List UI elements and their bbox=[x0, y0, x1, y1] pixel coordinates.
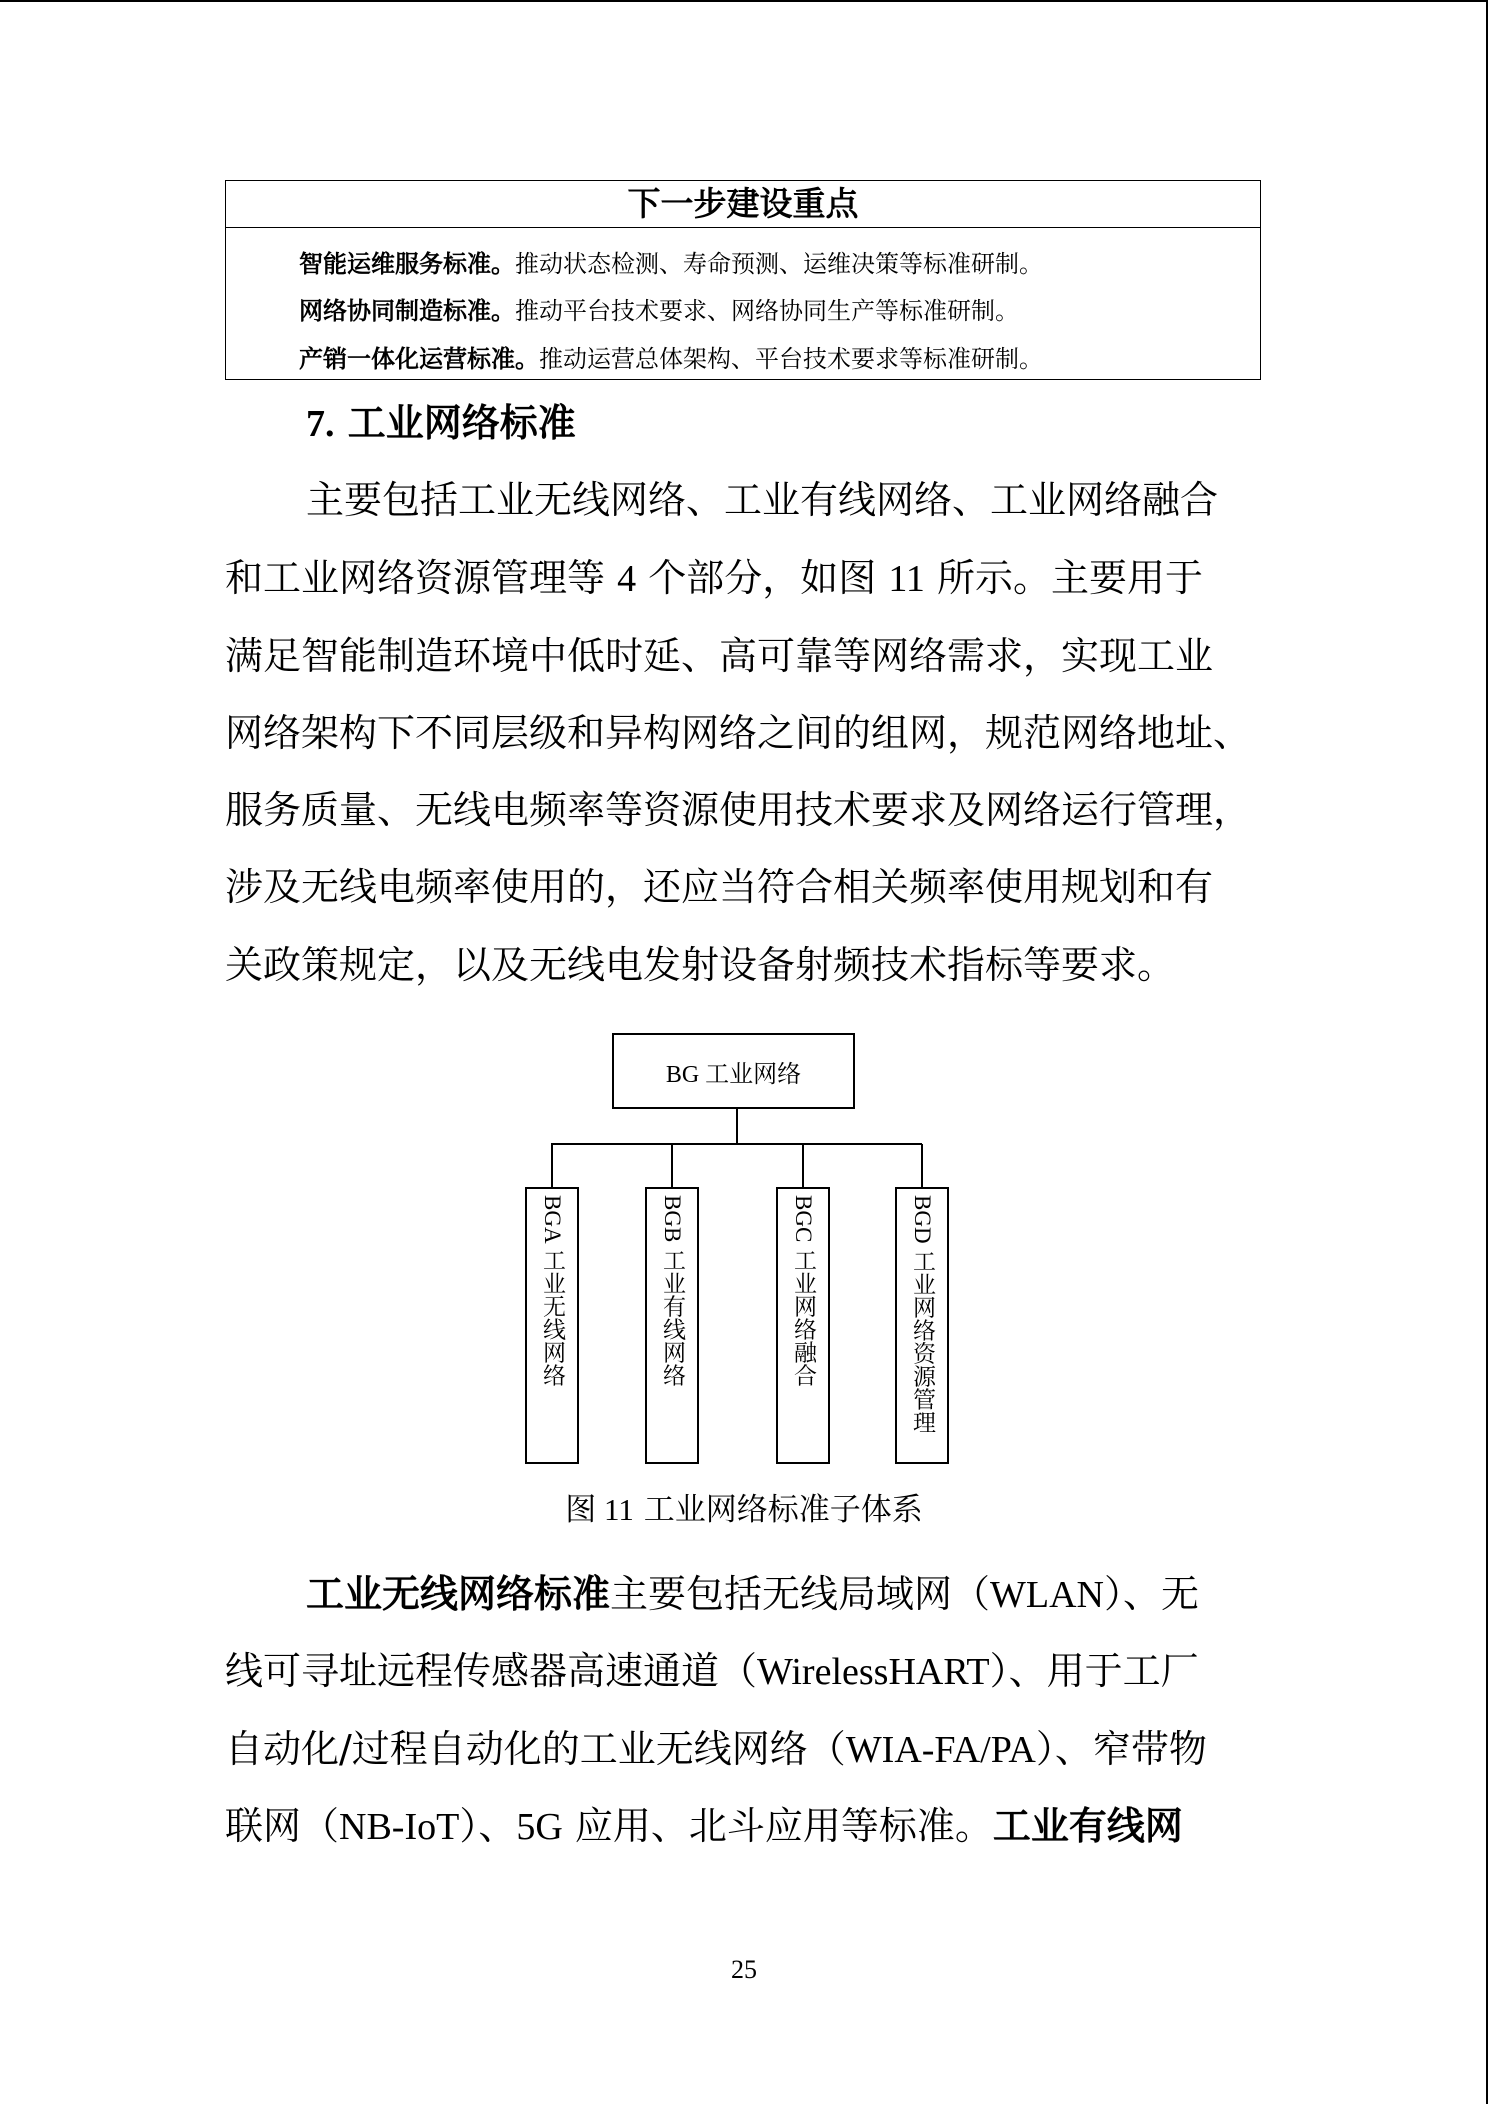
diagram-child-node bbox=[525, 1187, 579, 1464]
text-run: 主要包括无线局域网（ bbox=[610, 1572, 991, 1616]
text-run: 个部分，如图 bbox=[648, 556, 877, 600]
diagram-child-node bbox=[645, 1187, 699, 1464]
caption-text: 工业网络标准子体系 bbox=[643, 1492, 923, 1528]
text-run: ）、窄带物 bbox=[1035, 1727, 1207, 1771]
focus-item-label: 智能运维服务标准。 bbox=[299, 250, 515, 278]
text-run: ）、 bbox=[459, 1804, 517, 1848]
top-border bbox=[0, 0, 1488, 2]
node-label: BGA 工业无线网络 bbox=[540, 1195, 565, 1387]
text-run: WLAN bbox=[990, 1574, 1104, 1616]
text-run: 所示。主要用于 bbox=[937, 556, 1204, 600]
diagram-child-node bbox=[776, 1187, 830, 1464]
paragraph-line: 满足智能制造环境中低时延、高可靠等网络需求，实现工业 bbox=[225, 634, 1214, 678]
focus-item bbox=[299, 296, 1019, 326]
text-run: WIA-FA/PA bbox=[845, 1729, 1036, 1771]
focus-item bbox=[299, 249, 1043, 279]
paragraph-line: 主要包括工业无线网络、工业有线网络、工业网络融合 bbox=[306, 478, 1219, 522]
focus-item-text: 推动运营总体架构、平台技术要求等标准研制。 bbox=[539, 345, 1043, 373]
focus-item-label: 产销一体化运营标准。 bbox=[299, 345, 539, 373]
node-label: BGD 工业网络资源管理 bbox=[910, 1195, 935, 1434]
node-label: BGC 工业网络融合 bbox=[791, 1195, 816, 1387]
text-run: 工业有线网 bbox=[992, 1804, 1183, 1848]
paragraph-line bbox=[225, 553, 1203, 604]
paragraph-line bbox=[225, 1724, 1207, 1775]
focus-item-text: 推动平台技术要求、网络协同生产等标准研制。 bbox=[515, 297, 1019, 325]
section-title: 工业网络标准 bbox=[347, 401, 576, 445]
text-run: 自动化/过程自动化的工业无线网络（ bbox=[225, 1727, 846, 1771]
paragraph-line: 服务质量、无线电频率等资源使用技术要求及网络运行管理， bbox=[225, 788, 1252, 832]
node-label: BGB 工业有线网络 bbox=[660, 1195, 685, 1387]
page-number: 25 bbox=[731, 1955, 757, 1984]
focus-box-title: 下一步建设重点 bbox=[226, 181, 1260, 228]
focus-item-label: 网络协同制造标准。 bbox=[299, 297, 515, 325]
paragraph-line bbox=[225, 1801, 1183, 1852]
text-run: ）、用于工厂 bbox=[989, 1649, 1199, 1693]
section-heading bbox=[306, 398, 576, 449]
text-run: ）、无 bbox=[1104, 1572, 1200, 1616]
diagram-root-node: BG 工业网络 bbox=[612, 1033, 855, 1109]
paragraph-line: 涉及无线电频率使用的，还应当符合相关频率使用规划和有 bbox=[225, 865, 1214, 909]
text-run: 工业无线网络标准 bbox=[306, 1572, 611, 1616]
paragraph-line: 网络架构下不同层级和异构网络之间的组网，规范网络地址、 bbox=[225, 711, 1252, 755]
section-number: 7. bbox=[306, 403, 335, 445]
text-run: 5G bbox=[516, 1806, 563, 1848]
focus-item-text: 推动状态检测、寿命预测、运维决策等标准研制。 bbox=[515, 250, 1043, 278]
diagram-child-node bbox=[895, 1187, 949, 1464]
paragraph-line: 关政策规定，以及无线电发射设备射频技术指标等要求。 bbox=[225, 943, 1176, 987]
text-run: 4 bbox=[617, 558, 637, 600]
text-run: 联网（ bbox=[225, 1804, 340, 1848]
next-step-focus-box bbox=[225, 180, 1261, 380]
caption-label: 图 11 bbox=[565, 1492, 634, 1527]
text-run: 线可寻址远程传感器高速通道（ bbox=[225, 1649, 758, 1693]
text-run: WirelessHART bbox=[757, 1651, 990, 1693]
focus-item bbox=[299, 344, 1043, 374]
paragraph-line bbox=[225, 1646, 1199, 1697]
text-run: 11 bbox=[888, 558, 925, 600]
figure-caption bbox=[0, 1490, 1488, 1530]
text-run: 和工业网络资源管理等 bbox=[225, 556, 606, 600]
text-run: NB-IoT bbox=[339, 1806, 460, 1848]
paragraph-line bbox=[306, 1569, 1199, 1620]
text-run: 应用、北斗应用等标准。 bbox=[574, 1804, 993, 1848]
